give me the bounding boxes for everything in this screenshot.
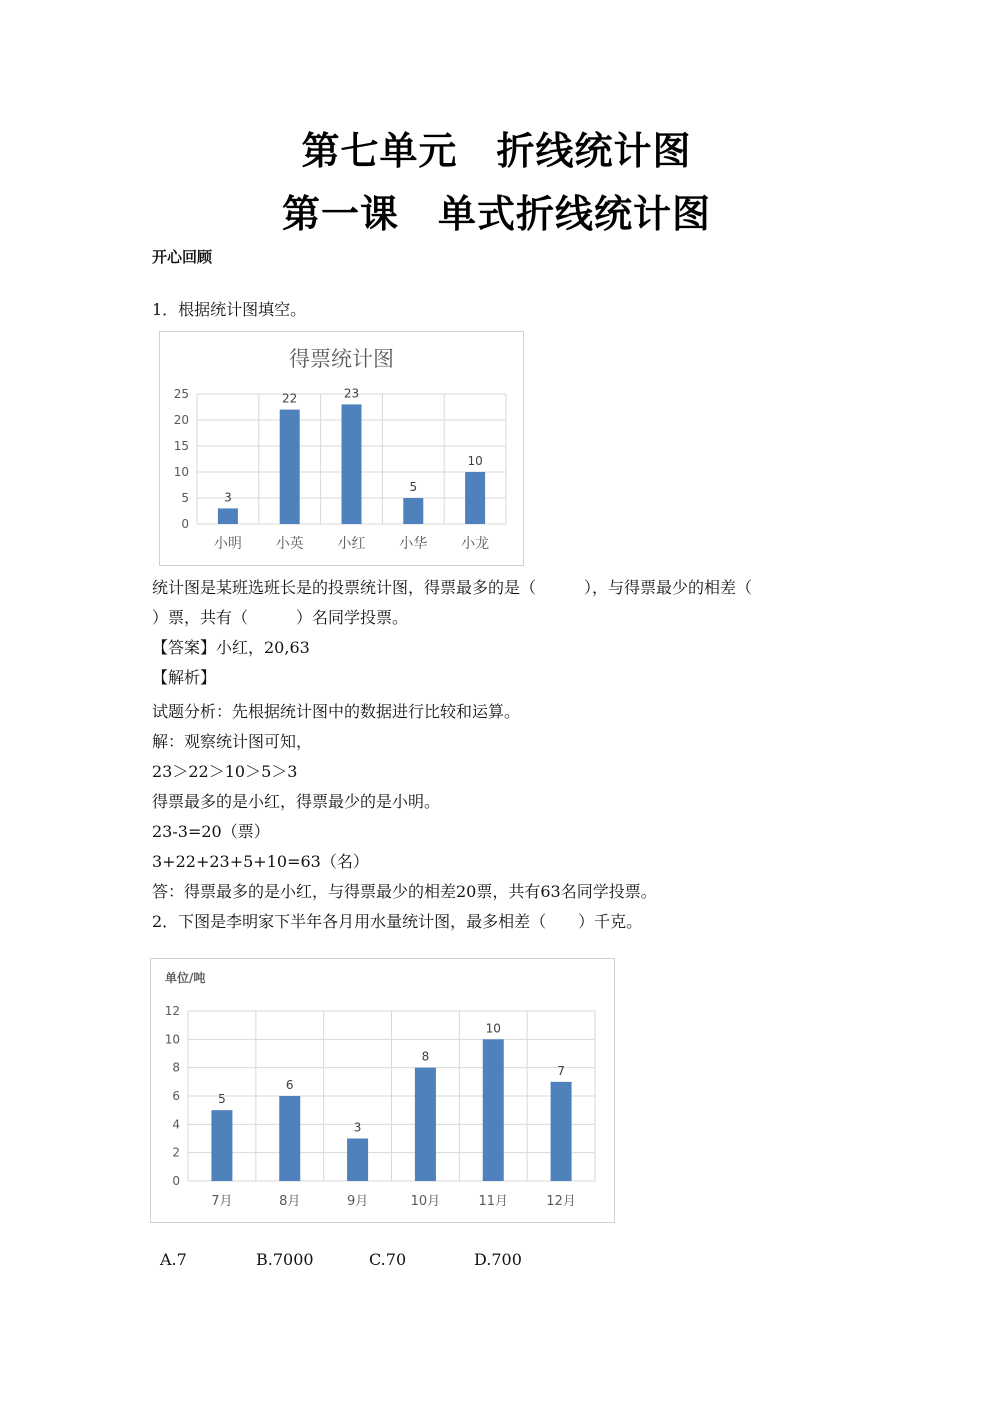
bar: [403, 498, 423, 524]
bar: [415, 1068, 436, 1181]
y-tick-label: 20: [173, 413, 189, 427]
x-tick-label: 10月: [410, 1194, 441, 1209]
data-label: 10: [485, 1021, 501, 1036]
analysis-line: 试题分析：先根据统计图中的数据进行比较和运算。: [152, 702, 521, 721]
x-tick-label: 12月: [546, 1194, 576, 1209]
data-label: 3: [224, 490, 232, 505]
data-label: 6: [285, 1078, 294, 1092]
q1-answer: 【答案】小红，20,63: [152, 638, 310, 657]
analysis-line: 23-3=20（票）: [152, 822, 270, 841]
data-label: 7: [557, 1063, 565, 1078]
data-label: 10: [467, 454, 483, 468]
y-tick-label: 6: [172, 1089, 180, 1103]
y-tick-label: 0: [172, 1174, 180, 1188]
x-tick-label: 小红: [337, 536, 366, 552]
data-label: 3: [353, 1120, 362, 1135]
bar: [280, 410, 300, 524]
x-tick-label: 小华: [399, 536, 428, 552]
x-tick-label: 小明: [213, 536, 242, 552]
option-b[interactable]: B.7000: [256, 1250, 314, 1269]
y-tick-label: 25: [173, 387, 189, 401]
y-tick-label: 12: [164, 1004, 180, 1018]
lesson-title: 第一课 单式折线统计图: [281, 191, 711, 236]
y-tick-label: 4: [172, 1117, 180, 1132]
y-tick-label: 10: [164, 1032, 180, 1047]
q1-prompt: 1．根据统计图填空。: [152, 300, 307, 319]
q2-prompt: 2．下图是李明家下半年各月用水量统计图，最多相差（ ）千克。: [152, 912, 643, 931]
data-label: 8: [421, 1049, 430, 1064]
bar: [551, 1082, 572, 1181]
q1-text-line1: 统计图是某班选班长是的投票统计图，得票最多的是（ ），与得票最少的相差（: [152, 578, 753, 597]
bar: [342, 404, 362, 524]
y-tick-label: 8: [172, 1060, 180, 1075]
bar: [465, 472, 485, 524]
water-usage-chart-svg: [151, 959, 614, 1222]
x-tick-label: 8月: [279, 1194, 301, 1209]
section-label: 开心回顾: [152, 248, 213, 266]
chart-title: 得票统计图: [289, 347, 394, 371]
y-tick-label: 5: [181, 491, 189, 505]
analysis-line: 23＞22＞10＞5＞3: [152, 762, 298, 781]
unit-title: 第七单元 折线统计图: [301, 128, 692, 173]
x-tick-label: 小龙: [461, 536, 490, 552]
data-label: 5: [409, 480, 418, 494]
bar: [279, 1096, 300, 1181]
bar: [483, 1039, 504, 1181]
option-a[interactable]: A.7: [160, 1250, 187, 1269]
analysis-line: 得票最多的是小红，得票最少的是小明。: [152, 792, 441, 811]
y-axis-unit-label: 单位/吨: [165, 971, 206, 985]
x-tick-label: 9月: [346, 1194, 369, 1209]
bar: [211, 1110, 232, 1181]
option-d[interactable]: D.700: [474, 1250, 522, 1269]
x-tick-label: 7月: [211, 1194, 233, 1209]
data-label: 22: [282, 391, 298, 406]
y-tick-label: 2: [172, 1145, 180, 1160]
analysis-line: 解：观察统计图可知，: [152, 732, 313, 751]
q1-analysis-title: 【解析】: [152, 668, 217, 687]
y-tick-label: 10: [173, 465, 189, 479]
analysis-line: 答：得票最多的是小红，与得票最少的相差20票，共有63名同学投票。: [152, 882, 657, 901]
water-usage-chart: [150, 958, 615, 1223]
option-c[interactable]: C.70: [369, 1250, 407, 1269]
bar: [218, 508, 238, 524]
x-tick-label: 11月: [478, 1194, 509, 1209]
data-label: 23: [343, 386, 360, 401]
y-tick-label: 15: [173, 439, 189, 453]
analysis-line: 3+22+23+5+10=63（名）: [152, 852, 369, 871]
bar: [347, 1139, 368, 1182]
votes-chart-svg: [160, 332, 523, 565]
x-tick-label: 小英: [275, 536, 304, 552]
data-label: 5: [218, 1092, 226, 1107]
y-tick-label: 0: [181, 517, 189, 531]
q1-text-line2: ）票，共有（ ）名同学投票。: [152, 608, 409, 627]
votes-chart: [159, 331, 524, 566]
